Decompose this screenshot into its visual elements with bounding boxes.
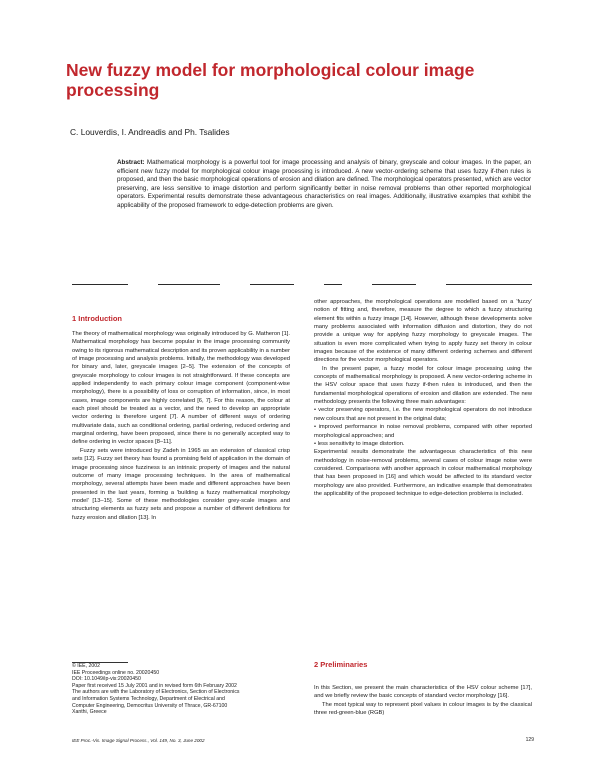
- footnote-line: Xanthi, Greece: [72, 709, 107, 716]
- journal-footer: IEE Proc.-Vis. Image Signal Process., Vol. 149, No. 3, June 2002: [72, 738, 205, 743]
- footnote-line: The authors are with the Laboratory of Electronics, Section of Electronics: [72, 689, 240, 696]
- intro-paragraph-3: other approaches, the morphological operations are modelled based on a 'fuzzy' notion of fitting and, therefore, measure the degree to which a fuzzy structuring element fits within a fuzzy image [14]. However, although these developments solve many problems associated with information diffusion and distortion, they do not provide a unique way for applying fuzzy morphology to greyscale images. The situation is even more complicated when trying to apply fuzzy set theory in colour images because of the existence of many different ordering schemes and different directions for the vector morphological operators.: [314, 299, 532, 364]
- intro-paragraph-2: Fuzzy sets were introduced by Zadeh in 1965 as an extension of classical crisp sets [12]. Fuzzy set theory has found a promising field of application in the domain of image processing since fuzziness is an intrinsic property of images and the natural outcome of many image processing techniques. In the area of mathematical morphology, several attempts have been made and different approaches have been presented in the last years, forming a 'building a fuzzy mathematical morphology model' [13–15]. Some of these methodologies consider grey-scale images and structuring elements as fuzzy sets and propose a number of different definitions for fuzzy erosion and dilation [13]. In: [72, 447, 290, 521]
- footnote-line: DOI: 10.1049/ip-vis:20020450: [72, 676, 141, 683]
- intro-paragraph-1: The theory of mathematical morphology was originally introduced by G. Matheron [1]. Mathematical morphology has become popular in the image processing community owing to its rigorous mathematical description and its proven applicability in a number of image processing and analysis problems. Initially, the methodology was developed for binary and, later, greyscale images [2–5]. The extension of the concepts of greyscale morphology to colour images is not straightforward. If these concepts are applied independently to each primary colour image component (component-wise morphology), there is a possibility of loss or corruption of information, since, in most cases, image components are highly correlated [6, 7]. For this reason, the colour at each pixel should be treated as a vector, and the need to develop an appropriate vector ordering is therefore urgent [7]. A number of different ways of ordering multivariate data, such as conditional ordering, partial ordering, reduced ordering and marginal ordering, have been proposed, since there is no generally accepted way to define ordering in vector spaces [8–11].: [72, 331, 290, 446]
- intro-paragraph-4: In the present paper, a fuzzy model for colour image processing using the concepts of mathematical morphology is proposed. A new vector-ordering scheme in the HSV colour space that uses fuzzy if-then rules is introduced, and then the fundamental morphological operations of erosion and dilation are extended. The new methodology presents the following three main advantages:: [314, 365, 532, 406]
- footnote-line: Paper first received 15 July 2001 and in revised form 6th February 2002: [72, 682, 237, 689]
- section-1-heading: 1 Introduction: [72, 314, 122, 323]
- intro-closing-paragraph: Experimental results demonstrate the advantageous characteristics of this new methodology in noise-removal problems, several cases of colour image noise were considered. Comparisons with another approach in colour mathematical morphology that has been proposed in [16] and which would be affected to its standard vector morphology are also provided. Furthermore, an indicative example that demonstrates the applicability of the proposed technique to edge-detection problems is included.: [314, 449, 532, 497]
- advantage-bullet-1: • vector preserving operators, i.e. the new morphological operators do not introduce new colours that are not present in the original data;: [314, 407, 532, 422]
- preliminaries-paragraph-2: The most typical way to represent pixel values in colour images is by the classical three red-green-blue (RGB): [314, 701, 532, 717]
- footnote-line: IEE Proceedings online no. 20020450: [72, 669, 160, 676]
- left-column: [72, 330, 290, 656]
- author-list: C. Louverdis, I. Andreadis and Ph. Tsalides: [70, 127, 230, 137]
- abstract-text: Mathematical morphology is a powerful tool for image processing and analysis of binary, greyscale and colour images. In the paper, an efficient new fuzzy model for morphological colour image processing is introduced. A new vector-ordering scheme that uses fuzzy if-then rules is proposed, and then the basic morphological operations of erosion and dilation are defined. The morphological operators presented, which are vector preserving, are less sensitive to image distortion and perform significantly better in noise removal problems than other reported morphological operators. Experimental results demonstrate these advantageous characteristics on real images. Additionally, illustrative examples that exhibit the applicability of the proposed framework to edge-detection problems are given.: [117, 159, 532, 209]
- footnote-line: Computer Engineering, Democritus University of Thrace, GR-67100: [72, 702, 228, 709]
- page-number: 129: [525, 737, 534, 743]
- preliminaries-text: [314, 684, 532, 728]
- right-column: [314, 298, 532, 606]
- section-2-heading: 2 Preliminaries: [314, 660, 368, 669]
- advantage-bullet-3: • less sensitivity to image distortion.: [314, 440, 405, 447]
- paper-title: New fuzzy model for morphological colour image processing: [66, 60, 475, 100]
- footnote-line: and Information Systems Technology, Department of Electrical and: [72, 695, 225, 702]
- footnote-line: © IEE, 2002: [72, 663, 101, 669]
- abstract-label: Abstract:: [117, 159, 145, 166]
- preliminaries-paragraph-1: In this Section, we present the main characteristics of the HSV colour scheme [17], and we briefly review the basic concepts of standard vector morphology [16].: [314, 685, 532, 700]
- advantage-bullet-2: • improved performance in noise removal problems, compared with other reported morphological approaches; and: [314, 424, 532, 439]
- abstract: [117, 159, 531, 210]
- abstract-separator: [72, 284, 532, 286]
- footnotes: [72, 663, 298, 716]
